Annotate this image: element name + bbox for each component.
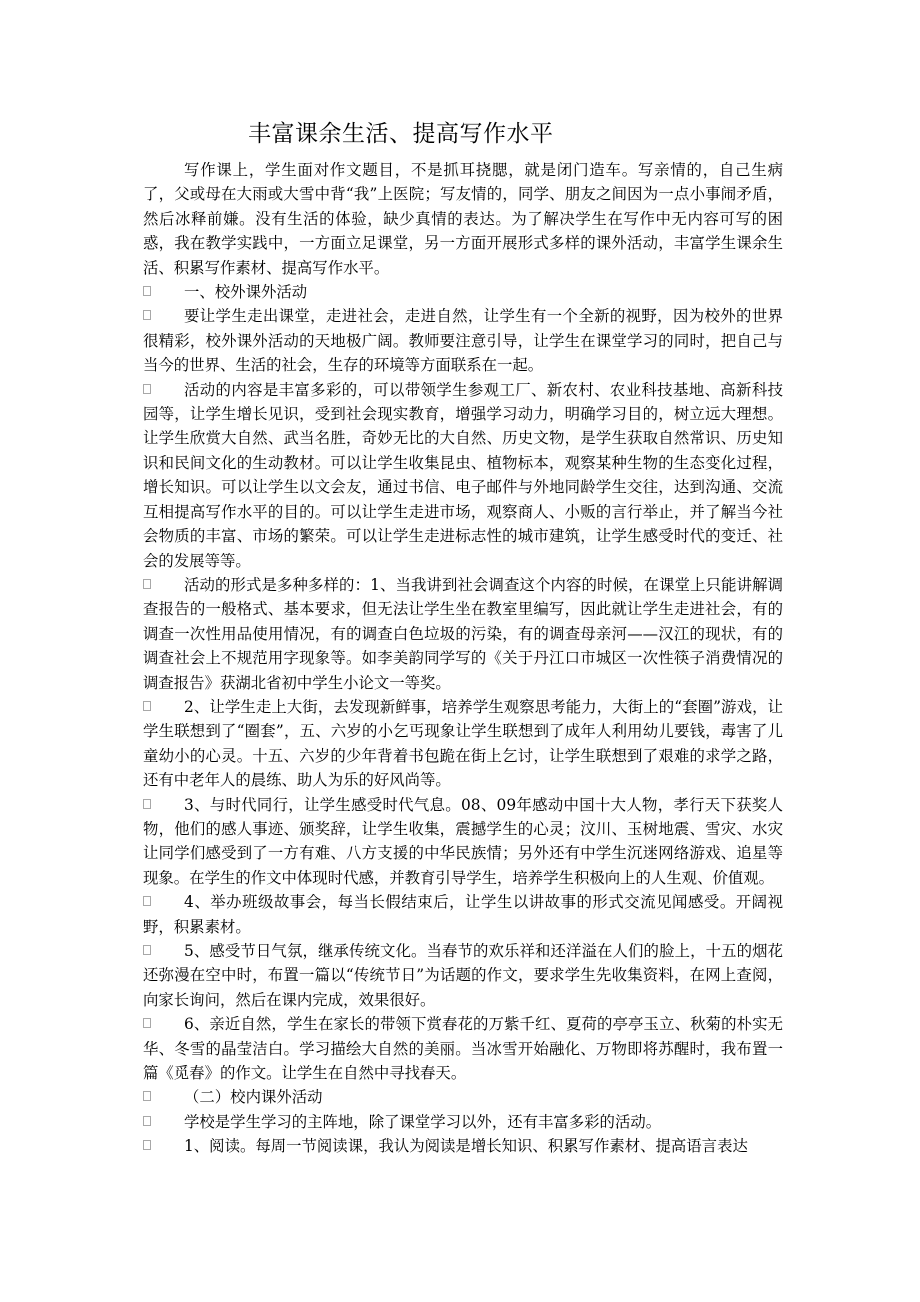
paragraph-activity-form-3 bbox=[143, 793, 783, 891]
paragraph-text: 要让学生走出课堂，走进社会，走进自然，让学生有一个全新的视野，因为校外的世界很精彩，校外课外活动的天地极广阔。教师要注意引导，让学生在课堂学习的同时，把自己与当今的世界、生活的社会，生存的环境等方面联系在一起。 bbox=[143, 307, 783, 375]
square-bullet-icon bbox=[143, 1140, 151, 1150]
paragraph-activity-form-6 bbox=[143, 1012, 783, 1085]
paragraph-text: 4、举办班级故事会，每当长假结束后，让学生以讲故事的形式交流见闻感受。开阔视野，积累素材。 bbox=[143, 893, 783, 936]
square-bullet-icon bbox=[143, 1116, 151, 1126]
paragraph-heading-outside bbox=[143, 280, 783, 304]
square-bullet-icon bbox=[143, 384, 151, 394]
paragraph-activity-form-1 bbox=[143, 573, 783, 695]
square-bullet-icon bbox=[143, 701, 151, 711]
paragraph-text: 5、感受节日气氛，继承传统文化。当春节的欢乐祥和还洋溢在人们的脸上，十五的烟花还弥漫在空中时，布置一篇以“传统节日”为话题的作文，要求学生先收集资料，在网上查阅，向家长询问，然后在课内完成，效果很好。 bbox=[143, 942, 783, 1009]
paragraph-text: 6、亲近自然，学生在家长的带领下赏春花的万紫千红、夏荷的亭亭玉立、秋菊的朴实无华、冬雪的晶莹洁白。学习描绘大自然的美丽。当冰雪开始融化、万物即将苏醒时，我布置一篇《觅春》的作文。让学生在自然中寻找春天。 bbox=[143, 1015, 783, 1083]
paragraph-activity-form-5 bbox=[143, 939, 783, 1012]
paragraph-activity-content bbox=[143, 378, 783, 573]
paragraph-text: 1、阅读。每周一节阅读课，我认为阅读是增长知识、积累写作素材、提高语言表达 bbox=[184, 1137, 748, 1156]
square-bullet-icon bbox=[143, 1091, 151, 1101]
square-bullet-icon bbox=[143, 799, 151, 809]
square-bullet-icon bbox=[143, 945, 151, 955]
document-body bbox=[143, 158, 783, 1159]
paragraph-intro bbox=[143, 158, 783, 280]
square-bullet-icon bbox=[143, 579, 151, 589]
paragraph-text: 学校是学生学习的主阵地，除了课堂学习以外，还有丰富多彩的活动。 bbox=[184, 1112, 662, 1131]
paragraph-text: 活动的形式是多种多样的：1、当我讲到社会调查这个内容的时候，在课堂上只能讲解调查报告的一般格式、基本要求，但无法让学生坐在教室里编写，因此就让学生走进社会，有的调查一次性用品使用情况，有的调查白色垃圾的污染，有的调查母亲河——汉江的现状，有的调查社会上不规范用字现象等。如李美韵同学写的《关于丹江口市城区一次性筷子消费情况的调查报告》获湖北省初中学生小论文一等奖。 bbox=[143, 575, 783, 692]
paragraph-text: 写作课上，学生面对作文题目，不是抓耳挠腮，就是闭门造车。写亲情的，自己生病了，父或母在大雨或大雪中背“我”上医院；写友情的，同学、朋友之间因为一点小事闹矛盾，然后冰释前嫌。没有生活的体验，缺少真情的表达。为了解决学生在写作中无内容可写的困惑，我在教学实践中，一方面立足课堂，另一方面开展形式多样的课外活动，丰富学生课余生活、积累写作素材、提高写作水平。 bbox=[143, 161, 783, 277]
paragraph-activity-form-4 bbox=[143, 890, 783, 939]
paragraph-inside-intro bbox=[143, 1110, 783, 1134]
square-bullet-icon bbox=[143, 1018, 151, 1028]
square-bullet-icon bbox=[143, 896, 151, 906]
paragraph-text: 一、校外课外活动 bbox=[184, 283, 308, 302]
paragraph-text: （二）校内课外活动 bbox=[184, 1088, 323, 1107]
paragraph-text: 3、与时代同行，让学生感受时代气息。08、09年感动中国十大人物，孝行天下获奖人物，他们的感人事迹、颁奖辞，让学生收集，震撼学生的心灵；汶川、玉树地震、雪灾、水灾让同学们感受到了一方有难、八方支援的中华民族情；另外还有中学生沉迷网络游戏、追星等现象。在学生的作文中体现时代感，并教育引导学生，培养学生积极向上的人生观、价值观。 bbox=[143, 795, 783, 887]
paragraph-reading bbox=[143, 1134, 783, 1158]
paragraph-heading-inside bbox=[143, 1085, 783, 1109]
paragraph-activity-form-2 bbox=[143, 695, 783, 793]
paragraph-text: 活动的内容是丰富多彩的，可以带领学生参观工厂、新农村、农业科技基地、高新科技园等，让学生增长见识，受到社会现实教育，增强学习动力，明确学习目的，树立远大理想。让学生欣赏大自然、武当名胜，奇妙无比的大自然、历史文物，是学生获取自然常识、历史知识和民间文化的生动教材。可以让学生收集昆虫、植物标本，观察某种生物的生态变化过程，增长知识。可以让学生以文会友，通过书信、电子邮件与外地同龄学生交往，达到沟通、交流互相提高写作水平的目的。可以让学生走进市场，观察商人、小贩的言行举止，并了解当今社会物质的丰富、市场的繁荣。可以让学生走进标志性的城市建筑，让学生感受时代的变迁、社会的发展等等。 bbox=[143, 380, 783, 570]
paragraph-text: 2、让学生走上大街，去发现新鲜事，培养学生观察思考能力，大街上的“套圈”游戏，让学生联想到了“圈套”，五、六岁的小乞丐现象让学生联想到了成年人利用幼儿要钱，毒害了儿童幼小的心灵。十五、六岁的少年背着书包跪在街上乞讨，让学生联想到了艰难的求学之路，还有中老年人的晨练、助人为乐的好风尚等。 bbox=[143, 697, 783, 790]
paragraph-outside-intro bbox=[143, 304, 783, 377]
document-title: 丰富课余生活、提高写作水平 bbox=[248, 121, 554, 147]
square-bullet-icon bbox=[143, 310, 151, 320]
square-bullet-icon bbox=[143, 286, 151, 296]
